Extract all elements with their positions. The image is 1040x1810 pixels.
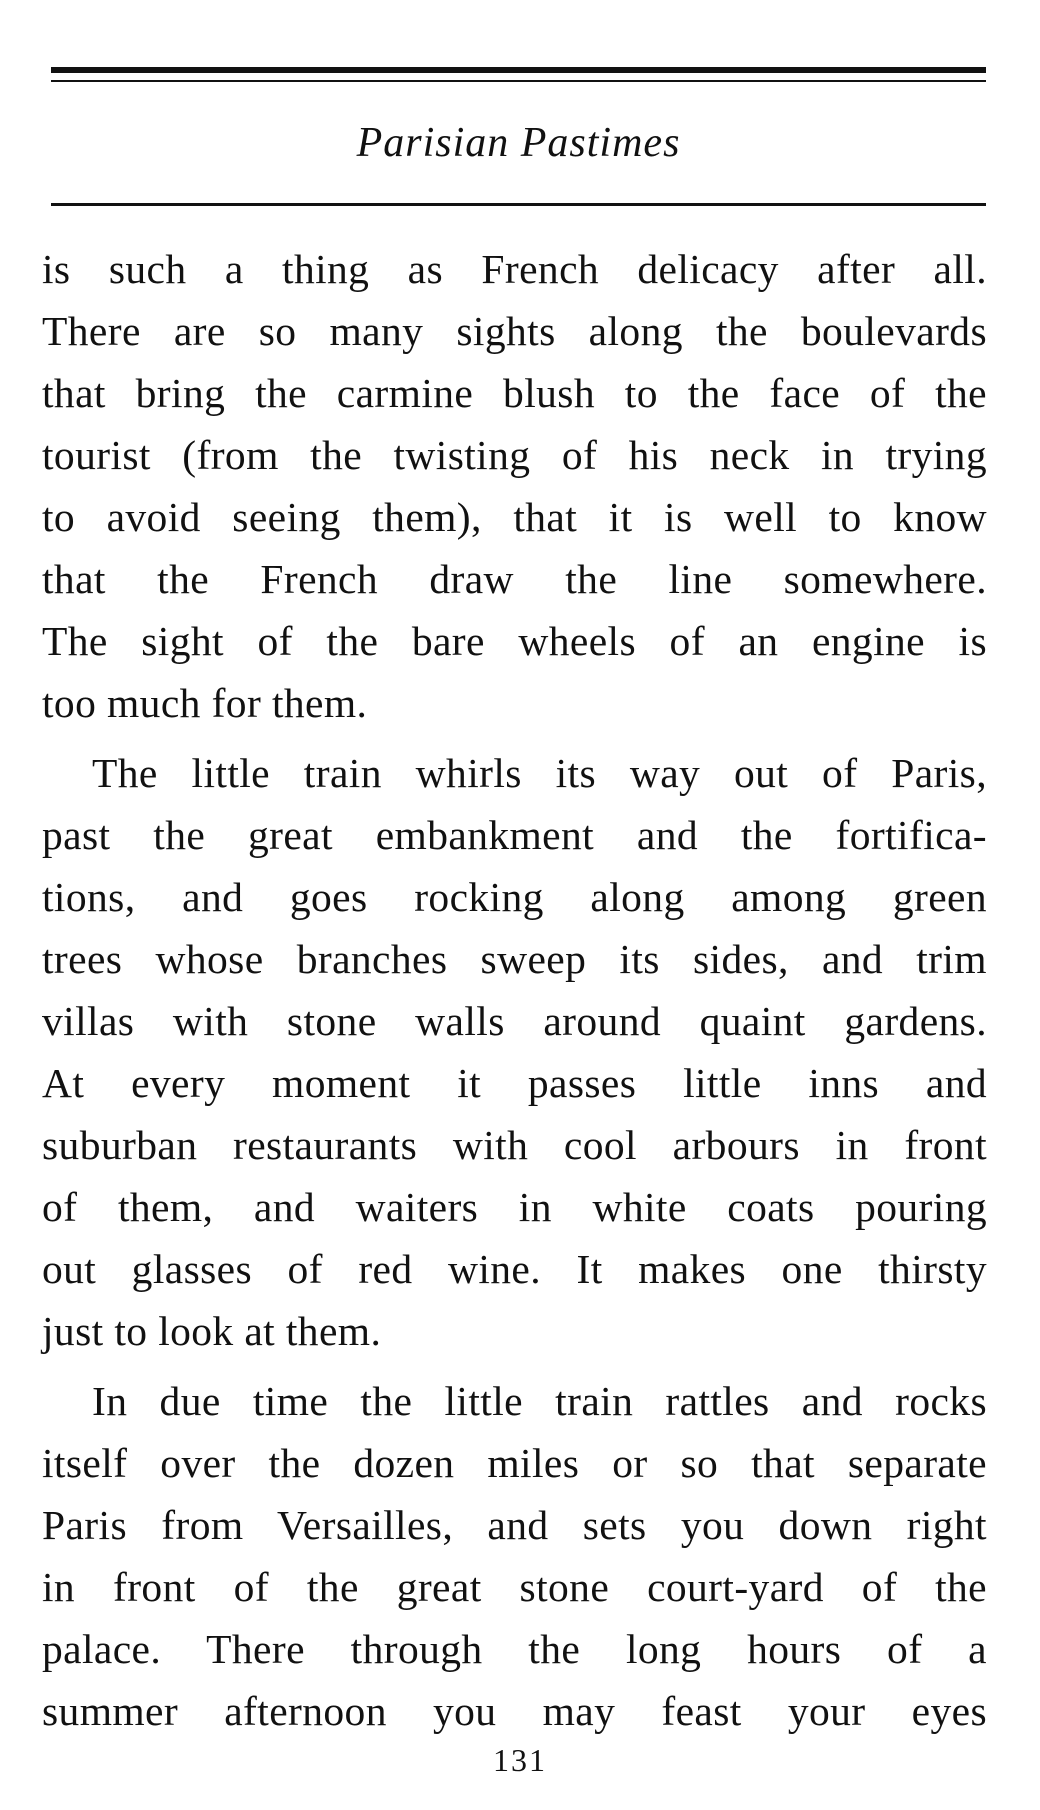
text-line: trees whose branches sweep its sides, and trim bbox=[42, 936, 987, 982]
paragraph-3 bbox=[42, 1370, 987, 1742]
text-line: palace. There through the long hours of a bbox=[42, 1626, 987, 1672]
text-line: that bring the carmine blush to the face of the bbox=[42, 370, 987, 416]
text-line: too much for them. bbox=[42, 680, 368, 726]
text-line: of them, and waiters in white coats pouring bbox=[42, 1184, 987, 1230]
text-line: tourist (from the twisting of his neck in trying bbox=[42, 432, 987, 478]
text-line: At every moment it passes little inns and bbox=[42, 1060, 987, 1106]
text-line: out glasses of red wine. It makes one thirsty bbox=[42, 1246, 987, 1292]
text-line: itself over the dozen miles or so that separate bbox=[42, 1440, 987, 1486]
text-line: The sight of the bare wheels of an engine is bbox=[42, 618, 987, 664]
text-line: villas with stone walls around quaint gardens. bbox=[42, 998, 987, 1044]
paragraph-2 bbox=[42, 742, 987, 1362]
text-line: in front of the great stone court-yard of the bbox=[42, 1564, 987, 1610]
header-rule-thick bbox=[51, 67, 986, 73]
text-line: In due time the little train rattles and rocks bbox=[92, 1378, 987, 1424]
text-line: The little train whirls its way out of Paris, bbox=[92, 750, 987, 796]
text-line: just to look at them. bbox=[42, 1308, 382, 1354]
text-line: There are so many sights along the boulevards bbox=[42, 308, 987, 354]
title-underline-rule bbox=[51, 203, 986, 206]
body-text bbox=[42, 238, 987, 1742]
text-line: to avoid seeing them), that it is well to know bbox=[42, 494, 987, 540]
text-line: Paris from Versailles, and sets you down right bbox=[42, 1502, 987, 1548]
text-line: tions, and goes rocking along among green bbox=[42, 874, 987, 920]
running-title: Parisian Pastimes bbox=[356, 120, 681, 166]
text-line: that the French draw the line somewhere. bbox=[42, 556, 987, 602]
text-line: summer afternoon you may feast your eyes bbox=[42, 1688, 987, 1734]
text-line: suburban restaurants with cool arbours in front bbox=[42, 1122, 987, 1168]
header-rule-thin bbox=[51, 80, 986, 82]
text-line: past the great embankment and the fortifica- bbox=[42, 812, 987, 858]
text-line: is such a thing as French delicacy after all. bbox=[42, 246, 987, 292]
page-number: 131 bbox=[493, 1742, 547, 1778]
paragraph-1 bbox=[42, 238, 987, 734]
